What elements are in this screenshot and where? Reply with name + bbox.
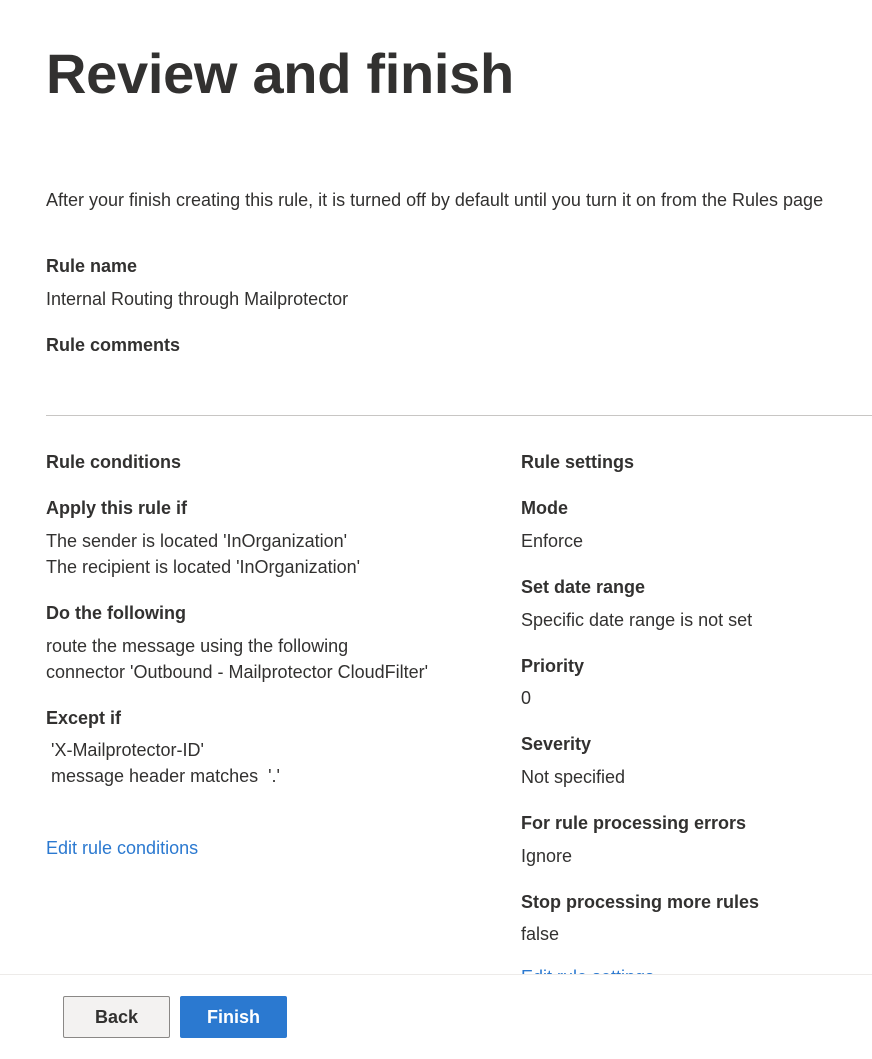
- severity-label: Severity: [521, 734, 592, 754]
- rule-name-label: Rule name: [46, 256, 138, 276]
- except-if-label: Except if: [46, 708, 122, 728]
- apply-condition-line: The recipient is located 'InOrganization': [46, 557, 361, 577]
- do-the-following-label: Do the following: [46, 603, 186, 623]
- stop-processing-label: Stop processing more rules: [521, 892, 760, 912]
- back-button[interactable]: Back: [63, 996, 170, 1038]
- rule-conditions-heading: Rule conditions: [46, 452, 181, 472]
- rule-comments-label: Rule comments: [46, 335, 181, 355]
- section-divider: [46, 415, 872, 416]
- finish-button[interactable]: Finish: [180, 996, 287, 1038]
- rule-settings-heading: Rule settings: [521, 452, 635, 472]
- priority-value: 0: [521, 688, 532, 708]
- date-range-label: Set date range: [521, 577, 646, 597]
- exception-line: 'X-Mailprotector-ID': [46, 740, 204, 760]
- rule-name-value: Internal Routing through Mailprotector: [46, 289, 349, 309]
- date-range-value: Specific date range is not set: [521, 610, 753, 630]
- stop-processing-value: false: [521, 924, 560, 944]
- mode-value: Enforce: [521, 531, 584, 551]
- processing-errors-value: Ignore: [521, 846, 573, 866]
- intro-text: After your finish creating this rule, it is turned off by default until you turn it on from the Rules page: [46, 190, 824, 210]
- processing-errors-label: For rule processing errors: [521, 813, 747, 833]
- apply-rule-if-label: Apply this rule if: [46, 498, 188, 518]
- footer-bar: [0, 974, 872, 1059]
- edit-rule-conditions-link[interactable]: Edit rule conditions: [46, 838, 199, 858]
- mode-label: Mode: [521, 498, 568, 518]
- page-title: Review and finish: [46, 42, 514, 105]
- severity-value: Not specified: [521, 767, 626, 787]
- action-line: route the message using the following: [46, 636, 349, 656]
- exception-line: message header matches '.': [46, 766, 280, 786]
- edit-rule-settings-clip: [521, 964, 721, 974]
- action-line: connector 'Outbound - Mailprotector CloudFilter': [46, 662, 429, 682]
- priority-label: Priority: [521, 656, 585, 676]
- apply-condition-line: The sender is located 'InOrganization': [46, 531, 348, 551]
